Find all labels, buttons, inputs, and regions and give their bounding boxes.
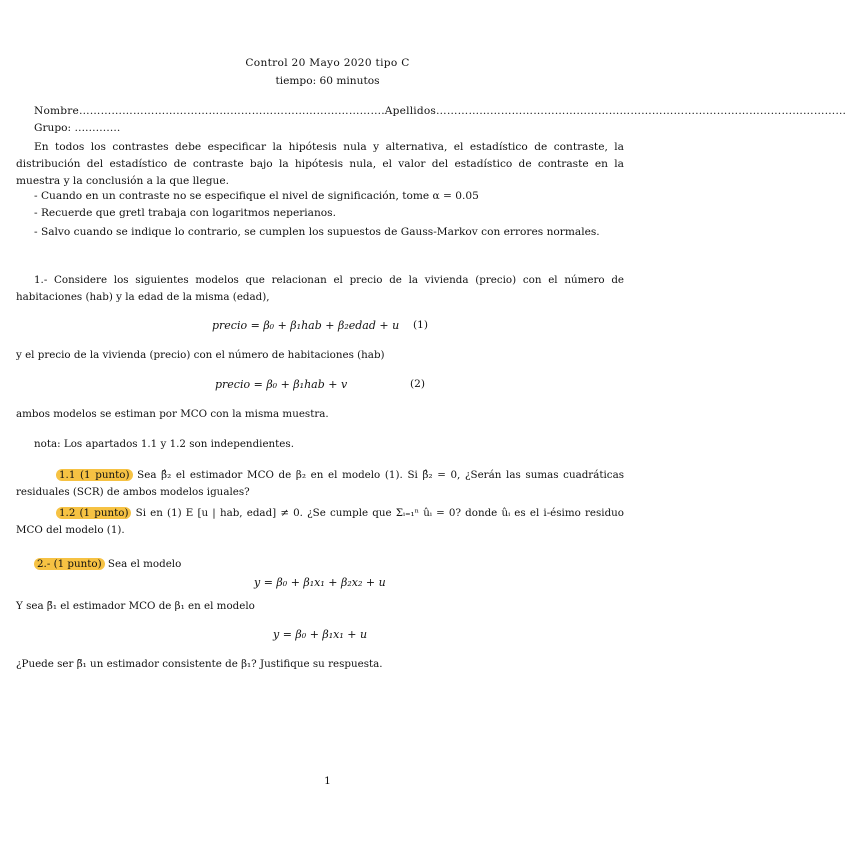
q2-equation-1: y = β₀ + β₁x₁ + β₂x₂ + u: [254, 576, 386, 589]
q1-part-1-label: 1.1 (1 punto): [56, 469, 133, 481]
q2-label: 2.- (1 punto): [34, 558, 105, 570]
instructions-intro: En todos los contrastes debe especificar la hipótesis nula y alternativa, el estadístico de contraste, la distribución del estadístico de contraste bajo la hipótesis nula, el valor del estadístico de contraste en la muestra y la conclusión a la que llegue.: [16, 141, 624, 187]
q1-equation-1: precio = β₀ + β₁hab + β₂edad + u: [212, 319, 400, 332]
instruction-gretl: - Recuerde que gretl trabaja con logaritmos neperianos.: [34, 207, 336, 219]
q1-equation-1-number: (1): [413, 319, 429, 331]
group-line: Grupo: ………….: [34, 122, 121, 134]
q2-equation-2: y = β₀ + β₁x₁ + u: [273, 628, 368, 641]
q1-part-2-text: Si en (1) E [u | hab, edad] ≠ 0. ¿Se cumple que Σᵢ₌₁ⁿ ûᵢ = 0? donde ûᵢ es el i-ésimo residuo MCO del modelo (1).: [16, 507, 624, 536]
q1-mid-text: y el precio de la vivienda (precio) con el número de habitaciones (hab): [16, 349, 385, 361]
page-number: 1: [324, 775, 331, 787]
q1-equation-2-number: (2): [410, 378, 426, 390]
q2-mid-text: Y sea β̃₁ el estimador MCO de β₁ en el modelo: [16, 600, 255, 612]
q1-note: nota: Los apartados 1.1 y 1.2 son independientes.: [34, 438, 294, 450]
q2-heading: [34, 558, 181, 570]
q2-text: Sea el modelo: [107, 558, 182, 570]
q1-equation-2: precio = β₀ + β₁hab + v: [215, 378, 348, 391]
instruction-gauss-markov: - Salvo cuando se indique lo contrario, se cumplen los supuestos de Gauss-Markov con errores normales.: [34, 226, 600, 238]
q2-question: ¿Puede ser β̃₁ un estimador consistente de β₁? Justifique su respuesta.: [16, 658, 383, 670]
instruction-alpha: - Cuando en un contraste no se especifique el nivel de significación, tome α = 0.05: [34, 190, 479, 202]
q1-outro: ambos modelos se estiman por MCO con la misma muestra.: [16, 408, 329, 420]
q1-part-2-label: 1.2 (1 punto): [56, 507, 131, 519]
q1-part-2: [16, 505, 624, 539]
q1-intro: 1.- Considere los siguientes modelos que relacionan el precio de la vivienda (precio) con el número de habitaciones (hab) y la edad de la misma (edad),: [16, 274, 624, 303]
exam-time: tiempo: 60 minutos: [275, 75, 380, 87]
q1-part-1-text: Sea β̂₂ el estimador MCO de β₂ en el modelo (1). Si β̂₂ = 0, ¿Serán las sumas cuadráticas residuales (SCR) de ambos modelos iguales?: [16, 469, 624, 498]
q1-part-1: [16, 467, 624, 501]
exam-title: Control 20 Mayo 2020 tipo C: [245, 57, 410, 69]
name-line: Nombre………………………………………………………………………….Apellidos……………………………………………………………………………………………………: [34, 105, 846, 117]
